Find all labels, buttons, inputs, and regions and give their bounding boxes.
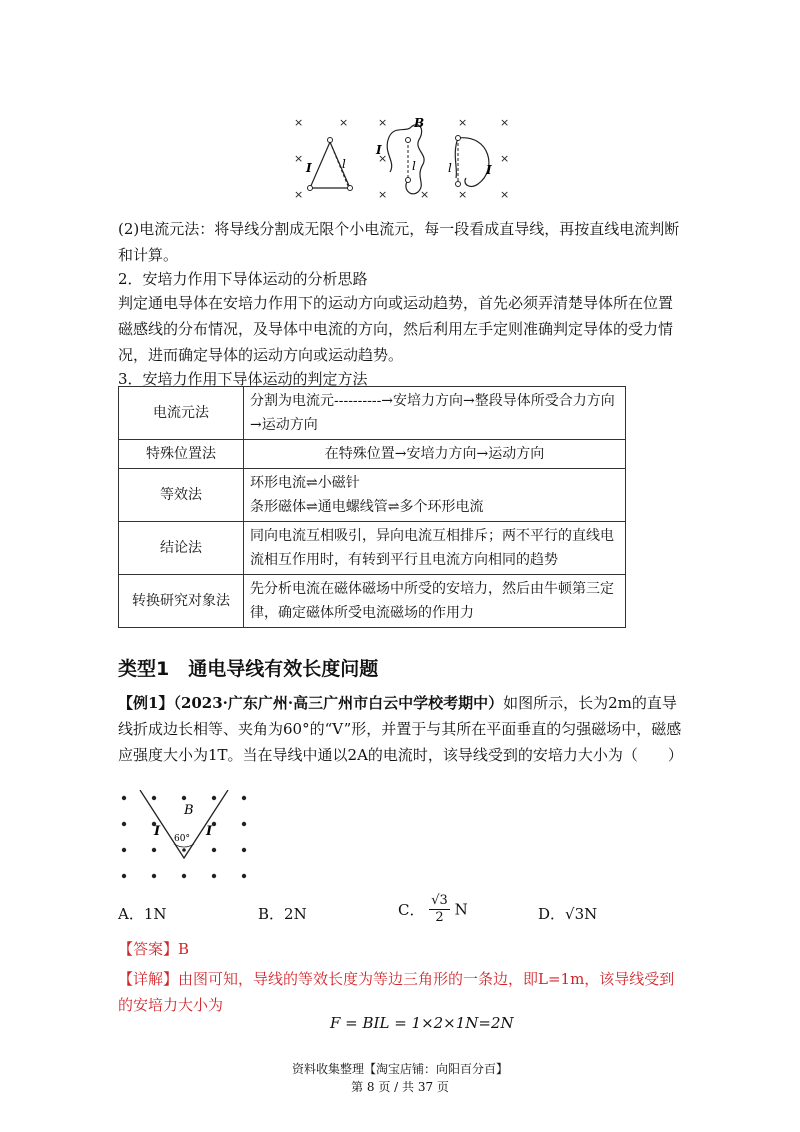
paragraph-current-element: (2)电流元法：将导线分割成无限个小电流元，每一段看成直导线，再按直线电流判断和计算。	[118, 220, 680, 264]
fig2-label-I-right: I	[206, 824, 213, 839]
option-c-numerator: √3	[431, 893, 448, 908]
option-c-prefix: C．	[398, 901, 425, 919]
table-row	[119, 440, 626, 469]
table-cell-method: 结论法	[119, 522, 244, 575]
table-cell-method: 等效法	[119, 469, 244, 522]
svg-text:×: ×	[294, 152, 304, 165]
fig1-label-I-1: I	[306, 161, 312, 175]
example-block	[118, 690, 684, 768]
footer-page-number: 第 8 页 / 共 37 页	[351, 1080, 449, 1094]
section-title: 类型1 通电导线有效长度问题	[118, 658, 379, 680]
table-row	[119, 522, 626, 575]
footer-source: 资料收集整理【淘宝店铺：向阳百分百】	[291, 1062, 508, 1076]
formula: F = BIL = 1×2×1N=2N	[330, 1014, 514, 1032]
option-d	[538, 903, 597, 924]
fig1-label-B: B	[414, 116, 425, 130]
table-cell-desc-line2: 条形磁体⇌通电螺线管⇌多个环形电流	[250, 499, 484, 515]
option-b: B．2N	[258, 905, 307, 923]
option-d-prefix: D．	[538, 905, 566, 923]
heading-3: 3．安培力作用下导体运动的判定方法	[118, 370, 368, 388]
option-c-denominator: 2	[435, 910, 444, 925]
table-cell-desc	[244, 469, 626, 522]
table-cell-desc: 同向电流互相吸引，异向电流互相排斥；两不平行的直线电流相互作用时，有转到平行且电流方向相同的趋势	[244, 522, 626, 575]
heading-2: 2．安培力作用下导体运动的分析思路	[118, 270, 368, 288]
option-a: A．1N	[118, 905, 167, 923]
svg-text:×: ×	[500, 188, 510, 201]
figure-v-wire	[110, 790, 260, 885]
example-text: 如图所示，长为2m的直导线折成边长相等、夹角为60°的“V”形，并置于与其所在平面垂直的匀强磁场中，磁感应强度大小为1T。当在导线中通以2A的电流时，该导线受到的安培力大小为（ ）	[118, 694, 683, 764]
svg-text:×: ×	[339, 116, 349, 129]
svg-text:×: ×	[378, 152, 388, 165]
table-row	[119, 387, 626, 440]
methods-table	[118, 386, 626, 628]
svg-text:×: ×	[458, 188, 468, 201]
fig1-label-l-2: l	[412, 159, 416, 173]
table-row	[119, 469, 626, 522]
table-cell-method: 电流元法	[119, 387, 244, 440]
fig2-label-I-left: I	[154, 824, 161, 839]
table-cell-method: 转换研究对象法	[119, 575, 244, 628]
example-tag: 【例1】	[118, 694, 174, 712]
option-c-unit: N	[454, 900, 468, 919]
table-cell-method: 特殊位置法	[119, 440, 244, 469]
svg-text:×: ×	[378, 116, 388, 129]
explanation: 【详解】由图可知，导线的等效长度为等边三角形的一条边，即L=1m，该导线受到的安培力大小为	[118, 970, 675, 1014]
svg-text:×: ×	[500, 116, 510, 129]
svg-text:×: ×	[458, 116, 468, 129]
option-d-value: √3N	[565, 905, 598, 923]
fig1-label-I-2: I	[376, 143, 382, 157]
fig2-angle: 60°	[174, 834, 190, 844]
answer: 【答案】B	[118, 940, 190, 958]
paragraph-analysis: 判定通电导体在安培力作用下的运动方向或运动趋势，首先必须弄清楚导体所在位置磁感线的分布情况，及导体中电流的方向，然后利用左手定则准确判定导体的受力情况，进而确定导体的运动方向或运动趋势。	[118, 294, 674, 364]
svg-text:×: ×	[294, 116, 304, 129]
fig2-label-B: B	[184, 803, 194, 818]
fig1-label-l-1: l	[342, 157, 346, 171]
svg-text:×: ×	[420, 188, 430, 201]
svg-text:×: ×	[378, 188, 388, 201]
svg-text:×: ×	[294, 188, 304, 201]
table-cell-desc: 在特殊位置→安培力方向→运动方向	[244, 440, 626, 469]
table-cell-desc: 先分析电流在磁体磁场中所受的安培力，然后由牛顿第三定律，确定磁体所受电流磁场的作用力	[244, 575, 626, 628]
svg-text:×: ×	[500, 152, 510, 165]
fig1-label-l-3: l	[448, 161, 452, 175]
fig1-label-I-3: I	[486, 163, 492, 177]
option-c	[398, 893, 468, 926]
example-source: （2023·广东广州·高三广州市白云中学校考期中）	[173, 694, 504, 712]
table-cell-desc: 分割为电流元----------→安培力方向→整段导体所受合力方向→运动方向	[244, 387, 626, 440]
table-cell-desc-line1: 环形电流⇌小磁针	[250, 475, 360, 491]
figure-wire-shapes	[280, 110, 520, 205]
table-row	[119, 575, 626, 628]
